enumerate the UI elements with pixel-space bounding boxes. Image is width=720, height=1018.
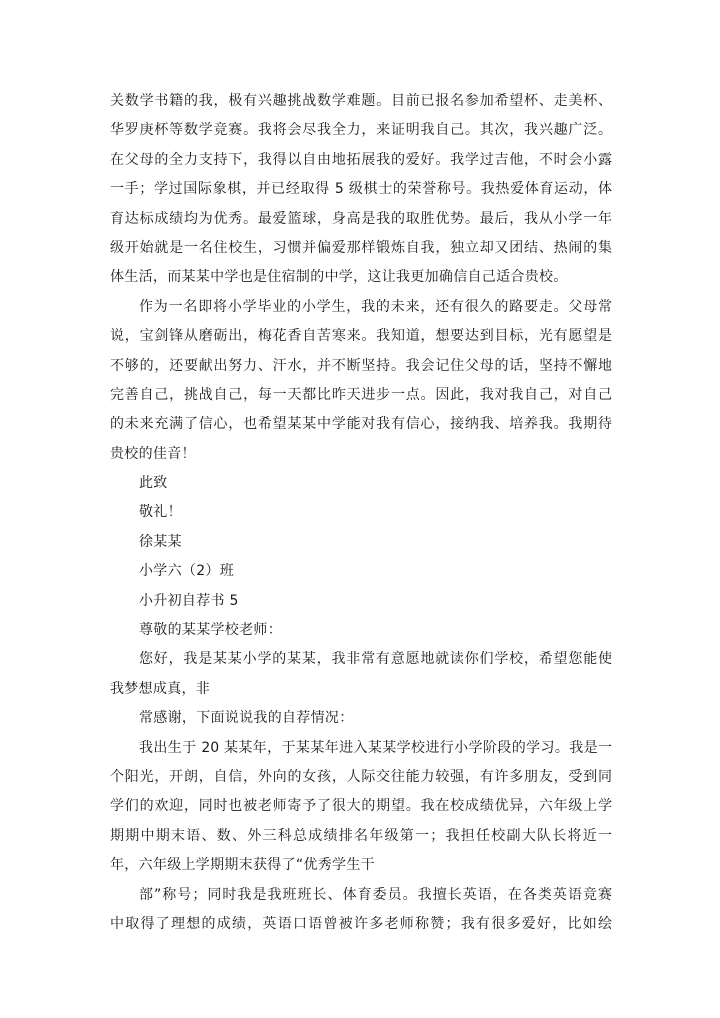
text-line: 中取得了理想的成绩，英语口语曾被许多老师称赞；我有很多爱好，比如绘: [110, 915, 612, 932]
text-line: 说，宝剑锋从磨砺出，梅花香自苦寒来。我知道，想要达到目标，光有愿望是: [110, 328, 612, 345]
text-line: 体生活，而某某中学也是住宿制的中学，这让我更加确信自己适合贵校。: [110, 269, 568, 286]
text-line: 此致: [139, 475, 168, 492]
document-page: [110, 87, 612, 939]
text-line: 我梦想成真，非: [110, 680, 211, 697]
text-line: 级开始就是一名住校生，习惯并偏爱那样锻炼自我，独立却又团结、热闹的集: [110, 239, 612, 256]
text-line: 作为一名即将小学毕业的小学生，我的未来，还有很久的路要走。父母常: [139, 298, 612, 315]
text-line: 徐某某: [139, 533, 182, 550]
text-line: 一手；学过国际象棋，并已经取得 5 级棋士的荣誉称号。我热爱体育运动，体: [110, 181, 612, 198]
text-line: 在父母的全力支持下，我得以自由地拓展我的爱好。我学过吉他，不时会小露: [110, 151, 612, 168]
text-line: 年，六年级上学期期末获得了“优秀学生干: [110, 857, 375, 874]
text-line: 个阳光，开朗，自信，外向的女孩，人际交往能力较强，有许多朋友，受到同: [110, 768, 612, 785]
text-line: 不够的，还要献出努力、汗水，并不断坚持。我会记住父母的话，坚持不懈地: [110, 357, 612, 374]
text-line: 华罗庚杯等数学竞赛。我将会尽我全力，来证明我自己。其次，我兴趣广泛。: [110, 122, 612, 139]
text-line: 您好，我是某某小学的某某，我非常有意愿地就读你们学校，希望您能使: [139, 651, 612, 668]
text-line: 贵校的佳音！: [110, 445, 196, 462]
text-line: 育达标成绩均为优秀。最爱篮球，身高是我的取胜优势。最后，我从小学一年: [110, 210, 612, 227]
text-line: 小学六（2）班: [139, 563, 235, 580]
text-line: 小升初自荐书 5: [139, 592, 239, 609]
text-line: 的未来充满了信心，也希望某某中学能对我有信心，接纳我、培养我。我期待: [110, 416, 612, 433]
text-line: 尊敬的某某学校老师：: [139, 622, 282, 639]
text-line: 我出生于 20 某某年，于某某年进入某某学校进行小学阶段的学习。我是一: [139, 739, 612, 756]
text-line: 期期中期末语、数、外三科总成绩排名年级第一；我担任校副大队长将近一: [110, 827, 612, 844]
text-line: 关数学书籍的我，极有兴趣挑战数学难题。目前已报名参加希望杯、走美杯、: [110, 93, 612, 109]
text-line: 敬礼！: [139, 504, 182, 521]
text-line: 常感谢，下面说说我的自荐情况：: [139, 710, 354, 727]
text-line: 部”称号；同时我是我班班长、体育委员。我擅长英语，在各类英语竞赛: [139, 886, 612, 903]
text-line: 学们的欢迎，同时也被老师寄予了很大的期望。我在校成绩优异，六年级上学: [110, 798, 612, 815]
text-line: 完善自己，挑战自己，每一天都比昨天进步一点。因此，我对我自己，对自己: [110, 386, 612, 403]
